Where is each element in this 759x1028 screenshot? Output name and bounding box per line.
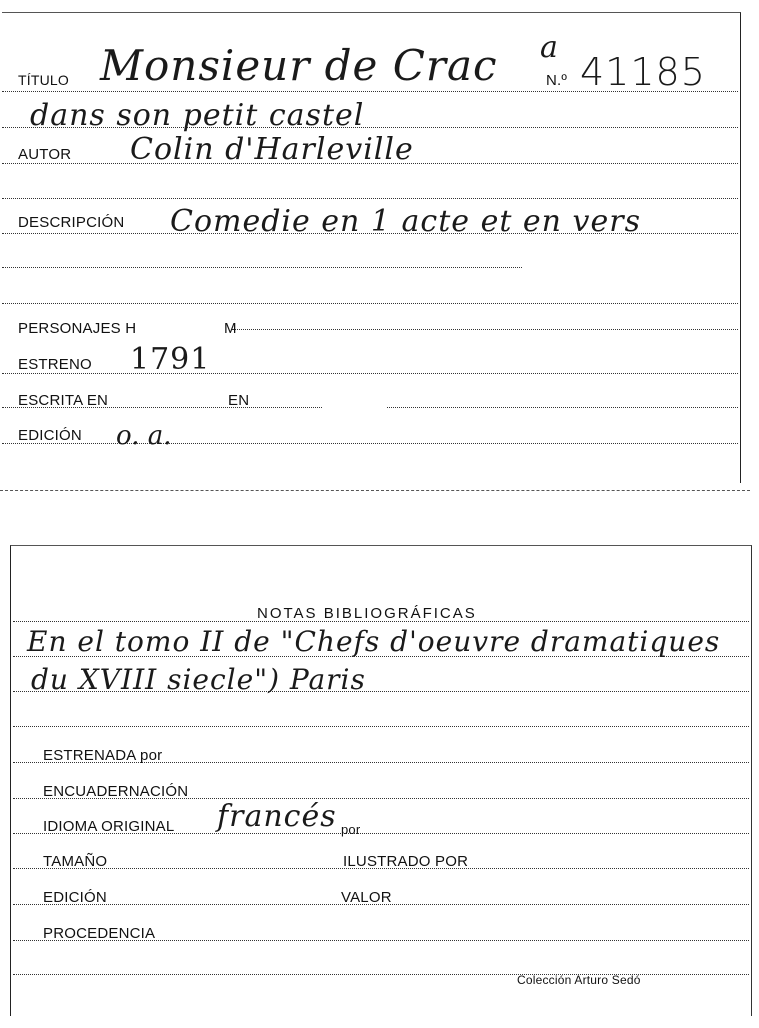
valor-label: VALOR [341, 889, 392, 906]
edicion-label: EDICIÓN [18, 427, 82, 444]
autor-value: Colin d'Harleville [130, 132, 414, 167]
estreno-value: 1791 [130, 342, 211, 377]
numero-value: 41185 [580, 50, 706, 94]
estreno-line [2, 373, 738, 374]
blank-line [2, 198, 738, 199]
numero-label: N.º [546, 72, 568, 89]
ilustrado-por-label: ILUSTRADO POR [343, 853, 469, 870]
estreno-label: ESTRENO [18, 356, 92, 373]
catalog-card-front [2, 12, 741, 483]
descripcion-value: Comedie en 1 acte et en vers [170, 204, 641, 239]
titulo-label: TÍTULO [18, 72, 69, 88]
notes-value: En el tomo II de "Chefs d'oeuvre dramatiques [27, 625, 721, 658]
notes-line-4 [13, 726, 749, 727]
notes-line [13, 621, 749, 622]
estrenada-por-label: ESTRENADA por [43, 747, 163, 764]
personajes-m-label: M [224, 320, 237, 337]
por-label: por [341, 822, 361, 837]
escrita-en-label: ESCRITA EN [18, 392, 109, 409]
titulo-value: Monsieur de Crac [100, 41, 498, 90]
edicion-value: o. a. [116, 421, 172, 451]
edicion-line [2, 443, 738, 444]
tamano-label: TAMAÑO [43, 853, 108, 870]
numero-prefix: a [540, 30, 558, 65]
notes-value-2: du XVIII siecle") Paris [31, 663, 366, 696]
descripcion-label: DESCRIPCIÓN [18, 214, 125, 231]
edicion-label: EDICIÓN [43, 889, 107, 906]
encuadernacion-label: ENCUADERNACIÓN [43, 783, 189, 800]
personajes-h-label: PERSONAJES H [18, 320, 137, 337]
personajes-line [232, 329, 738, 330]
idioma-original-value: francés [217, 799, 337, 834]
procedencia-label: PROCEDENCIA [43, 925, 156, 942]
card-separator [0, 490, 750, 491]
en-label: EN [228, 392, 250, 409]
escrita-line-2 [387, 407, 738, 408]
idioma-original-label: IDIOMA ORIGINAL [43, 818, 175, 835]
notas-header: NOTAS BIBLIOGRÁFICAS [257, 605, 477, 622]
autor-label: AUTOR [18, 146, 72, 163]
blank-line-2 [2, 303, 738, 304]
collection-footer: Colección Arturo Sedó [517, 973, 641, 987]
titulo-value-2: dans son petit castel [30, 98, 365, 133]
descripcion-line-2 [2, 267, 522, 268]
catalog-card-back [10, 545, 752, 1016]
